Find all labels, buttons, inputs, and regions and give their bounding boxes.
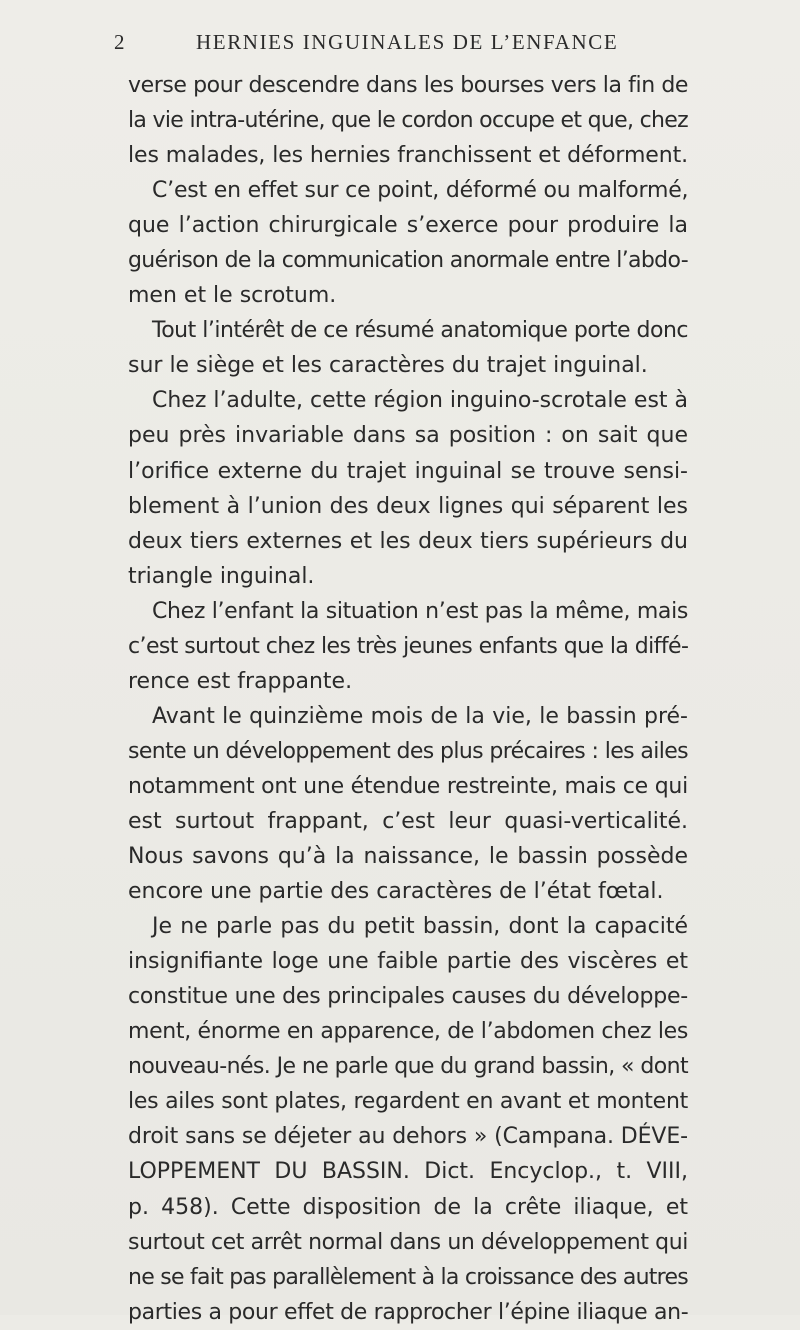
text-line: Avant le quinzième mois de la vie, le bassin pré-: [152, 703, 688, 729]
text-line: les malades, les hernies franchissent et déforment.: [128, 143, 688, 169]
text-line: ne se fait pas parallèlement à la croissance des autres: [128, 1264, 688, 1290]
text-line: Chez l’adulte, cette région inguino-scrotale est à: [152, 388, 688, 414]
text-line: constitue une des principales causes du développe-: [128, 984, 688, 1010]
text-line: Tout l’intérêt de ce résumé anatomique porte donc: [152, 318, 688, 344]
text-line: droit sans se déjeter au dehors » (Campana. DÉVE-: [128, 1124, 688, 1150]
text-line: C’est en effet sur ce point, déformé ou malformé,: [152, 178, 689, 204]
text-line: ment, énorme en apparence, de l’abdomen chez les: [128, 1019, 688, 1045]
page-number: 2: [114, 30, 127, 54]
text-line: triangle inguinal.: [128, 563, 315, 589]
text-line: rence est frappante.: [128, 668, 353, 694]
text-line: peu près invariable dans sa position : on sait que: [128, 423, 688, 449]
text-line: c’est surtout chez les très jeunes enfants que la diffé-: [128, 633, 689, 659]
text-line: parties a pour effet de rapprocher l’épine iliaque an-: [128, 1299, 689, 1325]
text-line: l’orifice externe du trajet inguinal se trouve sensi-: [128, 458, 688, 484]
text-line: Je ne parle pas du petit bassin, dont la capacité: [152, 914, 688, 940]
text-line: la vie intra-utérine, que le cordon occupe et que, chez: [128, 108, 688, 134]
text-line: Nous savons qu’à la naissance, le bassin possède: [128, 844, 688, 870]
body-text: [128, 68, 688, 1330]
text-line: notamment ont une étendue restreinte, mais ce qui: [128, 773, 688, 799]
text-line: verse pour descendre dans les bourses vers la fin de: [128, 73, 688, 98]
text-line: nouveau-nés. Je ne parle que du grand bassin, « dont: [128, 1054, 688, 1080]
text-line: deux tiers externes et les deux tiers supérieurs du: [128, 528, 688, 554]
text-line: LOPPEMENT DU BASSIN. Dict. Encyclop., t. VIII,: [128, 1159, 688, 1185]
text-line: blement à l’union des deux lignes qui séparent les: [128, 493, 688, 519]
text-line: men et le scrotum.: [128, 283, 337, 309]
text-line: est surtout frappant, c’est leur quasi-verticalité.: [128, 808, 688, 834]
text-line: p. 458). Cette disposition de la crête iliaque, et: [128, 1194, 688, 1220]
chapter-title: HERNIES INGUINALES DE L’ENFANCE: [196, 30, 619, 54]
text-line: les ailes sont plates, regardent en avant et montent: [128, 1089, 688, 1115]
text-line: que l’action chirurgicale s’exerce pour produire la: [128, 213, 688, 239]
text-line: sur le siège et les caractères du trajet inguinal.: [128, 353, 648, 379]
text-line: sente un développement des plus précaires : les ailes: [128, 738, 688, 764]
text-line: Chez l’enfant la situation n’est pas la même, mais: [152, 598, 688, 624]
text-line: surtout cet arrêt normal dans un développement qui: [128, 1229, 688, 1255]
running-head: [0, 30, 800, 58]
text-line: encore une partie des caractères de l’état fœtal.: [128, 879, 664, 905]
text-line: insignifiante loge une faible partie des viscères et: [128, 949, 688, 975]
text-line: guérison de la communication anormale entre l’abdo-: [128, 248, 688, 274]
